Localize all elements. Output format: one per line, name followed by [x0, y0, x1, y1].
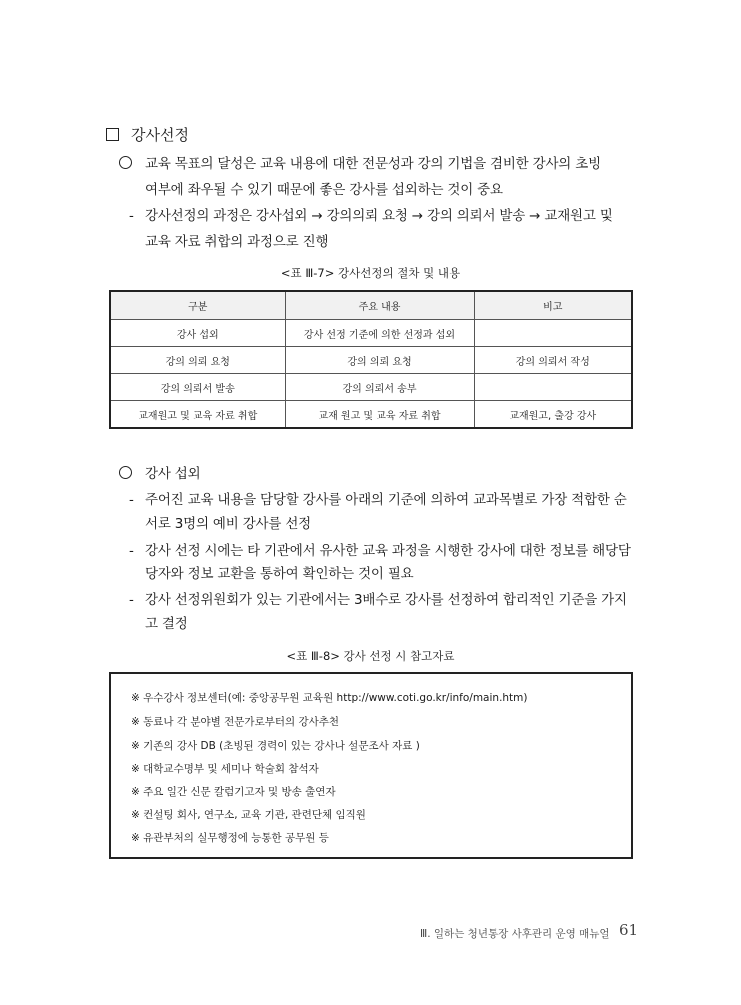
table-header-cell: 주요 내용	[285, 291, 474, 320]
square-bullet-icon	[106, 128, 119, 141]
para1-line2: 여부에 좌우될 수 있기 때문에 좋은 강사를 섭외하는 것이 중요	[145, 182, 503, 198]
dash-bullet-icon: -	[129, 492, 134, 508]
para2-line1: 강사선정의 과정은 강사섭외 → 강의의뢰 요청 → 강의 의뢰서 발송 → 교재원고 및	[145, 208, 613, 224]
dash-bullet-icon: -	[129, 592, 134, 608]
table-cell: 강사 섭외	[110, 320, 285, 347]
footer-text: Ⅲ. 일하는 청년통장 사후관리 운영 매뉴얼	[420, 928, 610, 940]
bullet1-line2: 서로 3명의 예비 강사를 선정	[145, 516, 312, 532]
para1-line1: 교육 목표의 달성은 교육 내용에 대한 전문성과 강의 기법을 겸비한 강사의 초빙	[145, 156, 601, 172]
list-item: ※ 우수강사 정보센터(예: 중앙공무원 교육원 http://www.coti.go.kr/info/main.htm)	[131, 692, 528, 704]
page-number: 61	[619, 921, 639, 939]
list-item: ※ 주요 일간 신문 칼럼기고자 및 방송 출연자	[131, 786, 336, 798]
list-item: ※ 컨설팅 회사, 연구소, 교육 기관, 관련단체 임직원	[131, 809, 366, 821]
table-cell: 교재원고, 출강 강사	[474, 401, 632, 429]
bullet2-line2: 당자와 정보 교환을 통하여 확인하는 것이 필요	[145, 566, 414, 582]
section-title: 강사선정	[131, 126, 189, 144]
para2-line2: 교육 자료 취합의 과정으로 진행	[145, 234, 329, 250]
dash-bullet-icon: -	[129, 208, 134, 224]
reference-box	[109, 672, 633, 859]
table-cell: 강의 의뢰서 작성	[474, 347, 632, 374]
list-item: ※ 기존의 강사 DB (초빙된 경력이 있는 강사나 설문조사 자료 )	[131, 740, 420, 752]
table-row	[110, 347, 632, 374]
table2-caption: <표 Ⅲ-8> 강사 선정 시 참고자료	[286, 649, 455, 663]
dash-bullet-icon: -	[129, 543, 134, 559]
circle-bullet-icon	[119, 466, 132, 479]
table-cell: 교재원고 및 교육 자료 취합	[110, 401, 285, 429]
bullet1-line1: 주어진 교육 내용을 담당할 강사를 아래의 기준에 의하여 교과목별로 가장 적합한 순	[145, 492, 627, 508]
para1	[119, 152, 132, 176]
section2-title: 강사 섭외	[145, 466, 201, 482]
table-header-cell: 구분	[110, 291, 285, 320]
table1-caption: <표 Ⅲ-7> 강사선정의 절차 및 내용	[280, 266, 461, 280]
table-cell: 강의 의뢰서 발송	[110, 374, 285, 401]
table-cell: 강의 의뢰 요청	[110, 347, 285, 374]
bullet3-line1: 강사 선정위원회가 있는 기관에서는 3배수로 강사를 선정하여 합리적인 기준을 가지	[145, 592, 627, 608]
table-header-row	[110, 291, 632, 320]
table-cell: 강의 의뢰서 송부	[285, 374, 474, 401]
section2-heading	[119, 462, 132, 486]
table-row	[110, 401, 632, 429]
table-cell: 교재 원고 및 교육 자료 취합	[285, 401, 474, 429]
bullet2-line1: 강사 선정 시에는 타 기관에서 유사한 교육 과정을 시행한 강사에 대한 정보를 해당담	[145, 543, 631, 559]
section-heading	[106, 124, 189, 145]
list-item: ※ 유관부처의 실무행정에 능통한 공무원 등	[131, 832, 329, 844]
table-header-cell: 비고	[474, 291, 632, 320]
circle-bullet-icon	[119, 156, 132, 169]
table-cell	[474, 320, 632, 347]
table-cell	[474, 374, 632, 401]
table-row	[110, 320, 632, 347]
procedure-table	[109, 290, 633, 429]
list-item: ※ 대학교수명부 및 세미나 학술회 참석자	[131, 763, 319, 775]
bullet3-line2: 고 결정	[145, 616, 188, 632]
table-cell: 강의 의뢰 요청	[285, 347, 474, 374]
table-cell: 강사 선정 기준에 의한 선정과 섭외	[285, 320, 474, 347]
list-item: ※ 동료나 각 분야별 전문가로부터의 강사추천	[131, 716, 340, 728]
table-row	[110, 374, 632, 401]
